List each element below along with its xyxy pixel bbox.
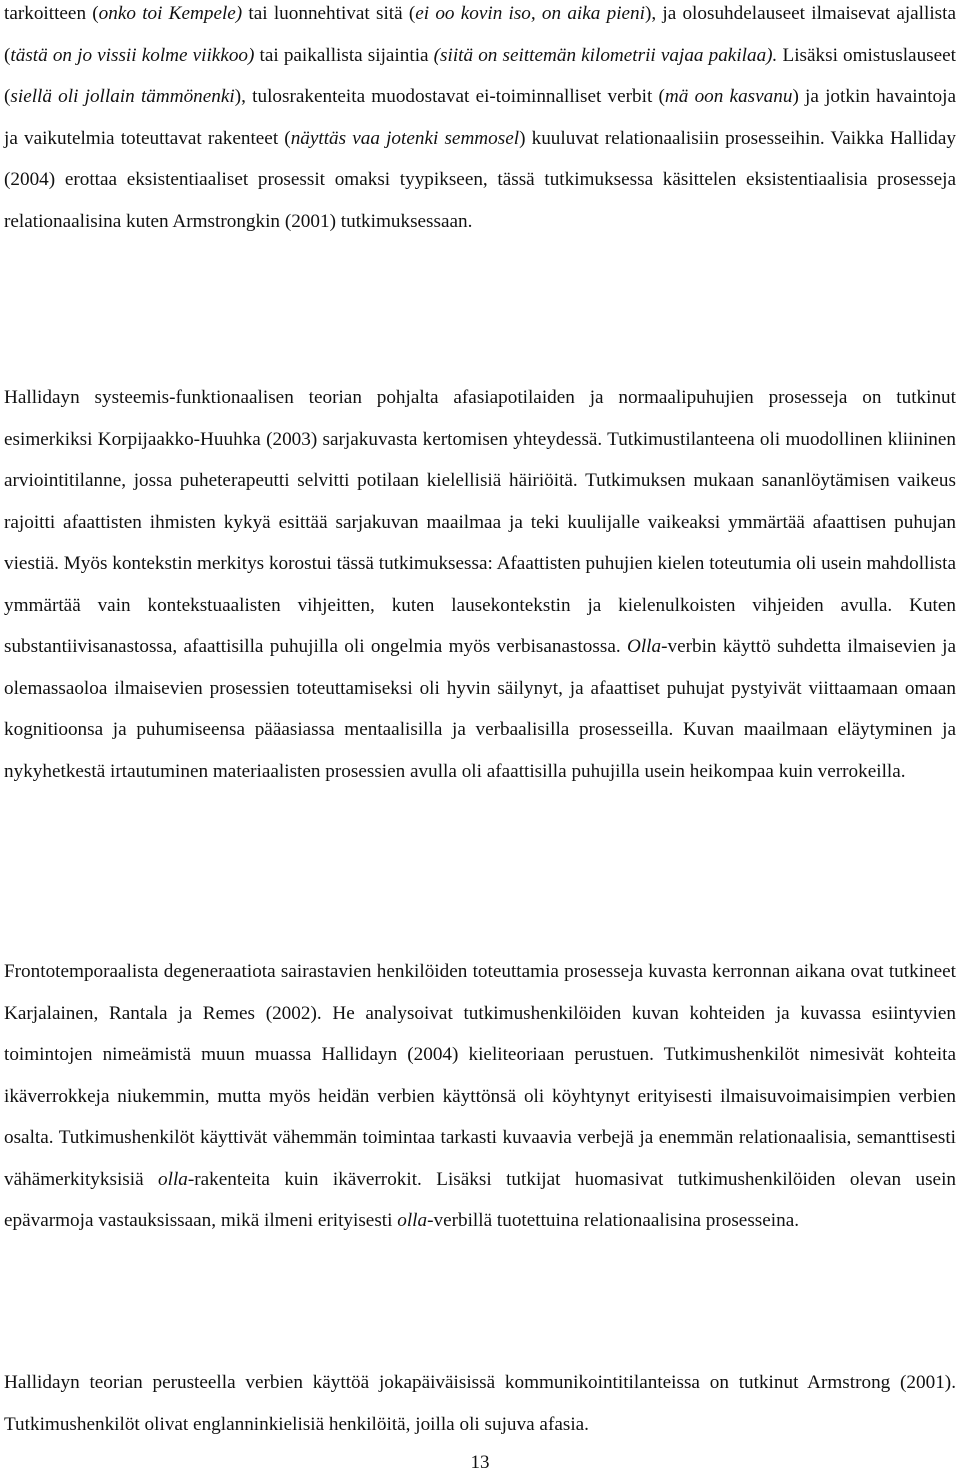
- text-segment: -verbillä tuotettuina relationaalisina prosesseina.: [427, 1210, 800, 1231]
- italic-text-segment: onko toi Kempele): [98, 3, 243, 24]
- italic-text-segment: olla: [397, 1210, 428, 1231]
- paragraph-4: [4, 1362, 956, 1445]
- paragraph-3: [4, 951, 956, 1242]
- italic-text-segment: (siitä on seittemän kilometrii vajaa pakilaa).: [433, 44, 778, 66]
- text-segment: Frontotemporaalista degeneraatiota sairastavien henkilöiden toteuttamia prosesseja kuvasta kerronnan aikana ovat tutkineet Karjalainen, Rantala ja Remes (2002). He analysoivat tutkimushenkilöiden kuvan kohteiden ja kuvassa esiintyvien toimintojen nimeämistä muun muassa Hallidayn (2004) kieliteoriaan perustuen. Tutkimushenkilöt nimesivät kohteita ikäverrokkeja niukemmin, mutta myös heidän verbien käyttönsä oli köyhtynyt erityisesti ilmaisuvoimaisimpien verbien osalta. Tutkimushenkilöt käyttivät vähemmän toimintaa tarkasti kuvaavia verbejä ja enemmän relationaalisia, semanttisesti vähämerkityksisiä: [4, 961, 956, 1190]
- text-segment: Hallidayn teorian perusteella verbien käyttöä jokapäiväisissä kommunikointitilanteissa on tutkinut Armstrong (2001). Tutkimushenkilöt olivat englanninkielisiä henkilöitä, joilla oli sujuva afasia.: [4, 1372, 956, 1435]
- text-segment: -rakenteita kuin ikäverrokit. Lisäksi tutkijat huomasivat tutkimushenkilöiden olevan usein epävarmoja vastauksissaan, mikä ilmeni erityisesti: [4, 1168, 956, 1231]
- text-segment: -verbin käyttö suhdetta ilmaisevien ja olemassaoloa ilmaisevien prosessien toteuttamiseksi oli hyvin säilynyt, ja afaattiset puhujat pystyivät viittaamaan omaan kognitioonsa ja puhumiseensa pääasiassa mentaalisilla ja verbaalisilla prosesseilla. Kuvan maailmaan eläytyminen ja nykyhetkestä irtautuminen materiaalisten prosessien avulla oli afaattisilla puhujilla usein heikompaa kuin verrokeilla.: [4, 636, 957, 782]
- text-segment: Lisäksi omistuslauseet (: [4, 44, 956, 107]
- text-segment: tai paikallista sijaintia: [254, 44, 434, 66]
- italic-text-segment: ei oo kovin iso, on aika pieni: [415, 3, 645, 24]
- italic-text-segment: mä oon kasvanu: [664, 86, 793, 107]
- italic-text-segment: olla: [158, 1168, 188, 1190]
- italic-text-segment: Olla: [626, 636, 662, 657]
- italic-text-segment: näyttäs vaa jotenki semmosel: [290, 127, 520, 149]
- text-segment: ), tulosrakenteita muodostavat ei-toiminnalliset verbit (: [234, 86, 665, 107]
- text-segment: ) kuuluvat relationaalisiin prosesseihin. Vaikka Halliday (2004) erottaa eksistentiaaliset prosessit omaksi tyypikseen, tässä tutkimuksessa käsittelen eksistentiaalisia prosesseja relationaalisina kuten Armstrongkin (2001) tutkimuksessaan.: [4, 127, 957, 232]
- italic-text-segment: tästä on jo vissii kolme viikkoo): [10, 44, 255, 66]
- paragraph-1: [4, 0, 956, 242]
- paragraph-2: [4, 377, 956, 792]
- text-segment: tarkoitteen (: [4, 3, 99, 24]
- text-segment: tai luonnehtivat sitä (: [242, 3, 416, 24]
- text-segment: ) ja jotkin havaintoja ja vaikutelmia toteuttavat rakenteet (: [4, 86, 956, 149]
- text-segment: Hallidayn systeemis-funktionaalisen teorian pohjalta afasiapotilaiden ja normaalipuhujien prosesseja on tutkinut esimerkiksi Korpijaakko-Huuhka (2003) sarjakuvasta kertomisen yhteydessä. Tutkimustilanteena oli muodollinen kliininen arviointitilanne, jossa puheterapeutti selvitti potilaan kielellisiä häiriöitä. Tutkimuksen mukaan sananlöytämisen vaikeus rajoitti afaattisten ihmisten kykyä esittää sarjakuvan maailmaa ja teki kuulijalle vaikeaksi ymmärtää afaattisen puhujan viestiä. Myös kontekstin merkitys korostui tässä tutkimuksessa: Afaattisten puhujien kielen toteutumia oli usein mahdollista ymmärtää vain kontekstuaalisten vihjeitten, kuten lausekontekstin ja kielenulkoisten vihjeiden avulla. Kuten substantiivisanastossa, afaattisilla puhujilla oli ongelmia myös verbisanastossa.: [4, 387, 956, 657]
- italic-text-segment: siellä oli jollain tämmönenki: [10, 86, 235, 107]
- page-number: 13: [470, 1452, 490, 1473]
- text-segment: ), ja olosuhdelauseet ilmaisevat ajallista (: [4, 3, 956, 66]
